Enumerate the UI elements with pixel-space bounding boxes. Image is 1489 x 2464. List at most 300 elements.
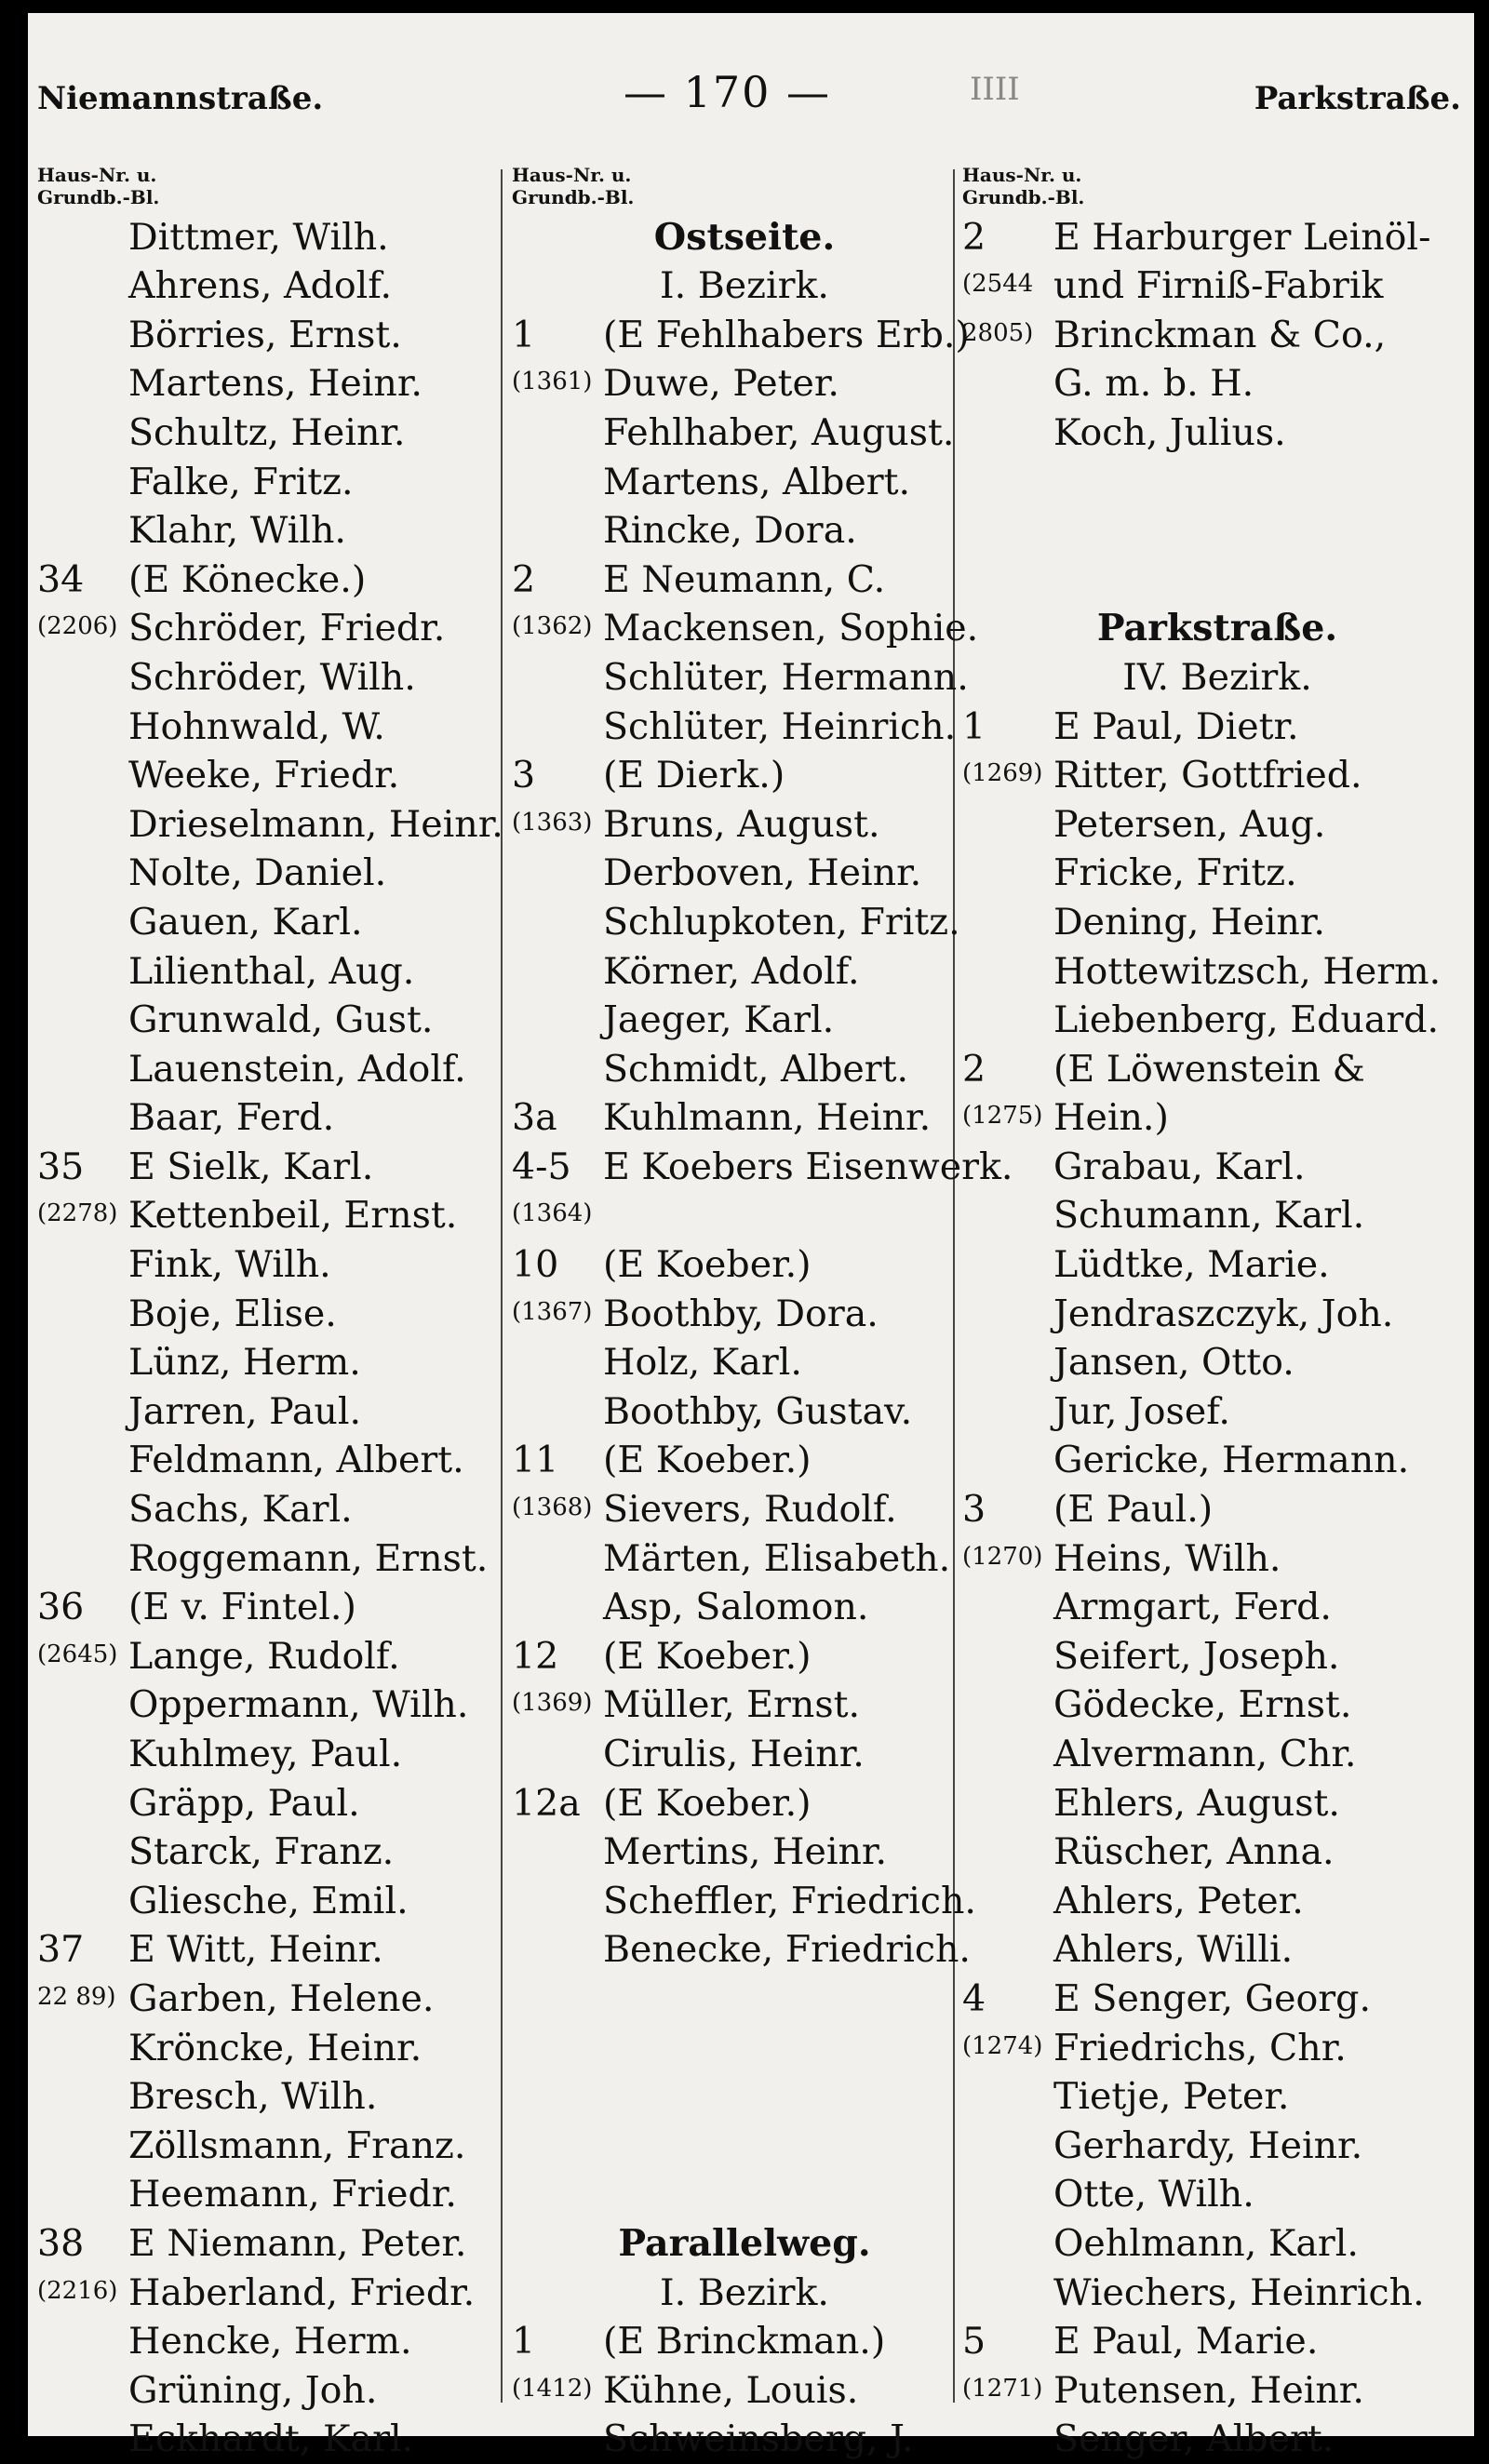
directory-entry [962, 1779, 1472, 1828]
resident-name: Oppermann, Wilh. [128, 1683, 469, 1727]
directory-entry [37, 2024, 521, 2073]
directory-entry [37, 2366, 521, 2416]
column-heading: Haus-Nr. u. Grundb.-Bl. [962, 164, 1085, 208]
directory-entry [512, 1779, 977, 1828]
resident-name: Boothby, Dora. [603, 1292, 879, 1335]
directory-entry [37, 604, 521, 653]
blank-line [512, 2072, 977, 2122]
resident-name: Scheffler, Friedrich. [603, 1879, 976, 1922]
house-number: 35 [37, 1145, 85, 1188]
directory-entry [512, 1681, 977, 1730]
resident-name: Garben, Helene. [128, 1976, 435, 2020]
land-register-number: (1271) [962, 2374, 1043, 2403]
resident-name: Cirulis, Heinr. [603, 1733, 865, 1775]
resident-name: Holz, Karl. [603, 1341, 802, 1385]
resident-name: Zöllsmann, Franz. [128, 2123, 466, 2167]
house-number: 5 [962, 2320, 986, 2364]
resident-name: Roggemann, Ernst. [128, 1536, 489, 1580]
resident-name: Schröder, Friedr. [128, 607, 446, 650]
directory-entry [37, 213, 521, 262]
directory-entry [37, 556, 521, 605]
land-register-number: 22 89) [37, 1982, 116, 2011]
resident-name: Kröncke, Heinr. [128, 2026, 423, 2069]
directory-entry [37, 1240, 521, 1290]
resident-name: (E Löwenstein & [1053, 1047, 1365, 1091]
directory-entry [37, 1730, 521, 1779]
directory-entry [37, 1681, 521, 1730]
resident-name: Dening, Heinr. [1053, 900, 1325, 944]
resident-name: Gräpp, Paul. [128, 1781, 360, 1825]
directory-page [28, 13, 1474, 2461]
directory-entry [962, 2122, 1472, 2171]
directory-entry [37, 1485, 521, 1534]
directory-entry [512, 458, 977, 507]
resident-name: Gliesche, Emil. [128, 1879, 409, 1922]
resident-name: Rincke, Dora. [603, 509, 857, 553]
resident-name: Jaeger, Karl. [603, 998, 835, 1042]
directory-entry [962, 2072, 1472, 2122]
land-register-number: 2805) [962, 318, 1034, 347]
resident-name: (E Koeber.) [603, 1439, 812, 1482]
directory-entry [37, 408, 521, 458]
resident-name: Ahrens, Adolf. [128, 264, 393, 308]
resident-name: (E Brinckman.) [603, 2320, 886, 2364]
resident-name: Jur, Josef. [1053, 1389, 1230, 1433]
directory-entry [512, 1436, 977, 1485]
resident-name: Feldmann, Albert. [128, 1439, 464, 1482]
resident-name: Ritter, Gottfried. [1053, 754, 1362, 797]
resident-name: Grüning, Joh. [128, 2368, 378, 2412]
resident-name: Starck, Franz. [128, 1830, 395, 1874]
directory-entry [37, 2072, 521, 2122]
directory-entry [962, 1828, 1472, 1877]
resident-name: E Witt, Heinr. [128, 1928, 383, 1972]
resident-name: Müller, Ernst. [603, 1683, 861, 1727]
resident-name: Gericke, Hermann. [1053, 1439, 1410, 1482]
column-3 [962, 164, 1472, 2464]
resident-name: Nolte, Daniel. [128, 851, 387, 895]
resident-name: Ahlers, Willi. [1053, 1928, 1294, 1972]
resident-name: Körner, Adolf. [603, 949, 860, 993]
directory-entry [962, 1485, 1472, 1534]
blank-line [962, 506, 1472, 556]
directory-entry [512, 604, 977, 653]
directory-entry [37, 703, 521, 752]
directory-entry [962, 1290, 1472, 1339]
resident-name: Alvermann, Chr. [1053, 1733, 1357, 1775]
resident-name: Kettenbeil, Ernst. [128, 1194, 458, 1238]
resident-name: Boothby, Gustav. [603, 1389, 913, 1433]
house-number: 4-5 [512, 1145, 571, 1188]
resident-name: Grunwald, Gust. [128, 998, 434, 1042]
resident-name: Brinckman & Co., [1053, 313, 1387, 356]
resident-name: Börries, Ernst. [128, 313, 402, 356]
resident-name: (E v. Fintel.) [128, 1586, 356, 1629]
directory-entry [512, 653, 977, 703]
directory-entry [37, 1387, 521, 1437]
resident-name: Asp, Salomon. [603, 1586, 869, 1629]
district-heading: I. Bezirk. [660, 264, 829, 308]
directory-entry [37, 1877, 521, 1926]
directory-entry [962, 1925, 1472, 1975]
house-number: 10 [512, 1243, 559, 1287]
directory-entry [512, 359, 977, 408]
directory-entry [512, 1240, 977, 1290]
directory-entry [37, 751, 521, 800]
directory-entry [512, 1387, 977, 1437]
directory-entry [962, 800, 1472, 850]
district-heading: IV. Bezirk. [1122, 655, 1312, 699]
resident-name: (E Koeber.) [603, 1781, 812, 1825]
directory-entry [962, 1143, 1472, 1192]
directory-entry [962, 408, 1472, 458]
directory-entry [512, 751, 977, 800]
resident-name: Lilienthal, Aug. [128, 949, 415, 993]
resident-name: Putensen, Heinr. [1053, 2368, 1364, 2412]
land-register-number: (1364) [512, 1199, 593, 1228]
resident-name: (E Dierk.) [603, 754, 785, 797]
resident-name: Hencke, Herm. [128, 2320, 412, 2364]
directory-entry [37, 653, 521, 703]
house-number: 1 [512, 313, 536, 356]
directory-entry [962, 703, 1472, 752]
resident-name: Sachs, Karl. [128, 1488, 353, 1532]
resident-name: E Paul, Dietr. [1053, 704, 1299, 748]
directory-entry [37, 1583, 521, 1632]
resident-name: Seifert, Joseph. [1053, 1634, 1340, 1678]
directory-entry [37, 261, 521, 311]
resident-name: Hohnwald, W. [128, 704, 385, 748]
resident-name: Ahlers, Peter. [1053, 1879, 1304, 1922]
directory-entry [962, 261, 1472, 311]
house-number: 11 [512, 1439, 559, 1482]
directory-entry [512, 311, 977, 360]
resident-name: Rüscher, Anna. [1053, 1830, 1335, 1874]
land-register-number: (1363) [512, 808, 593, 837]
directory-entry [512, 1828, 977, 1877]
directory-entry [37, 2317, 521, 2366]
directory-entry [37, 506, 521, 556]
blank-line [962, 458, 1472, 507]
directory-entry [37, 1093, 521, 1143]
section-heading: Parallelweg. [618, 2221, 871, 2265]
directory-entry [37, 1828, 521, 1877]
directory-entry [512, 996, 977, 1045]
directory-entry [37, 947, 521, 997]
directory-entry [512, 1925, 977, 1975]
land-register-number: (1275) [962, 1102, 1043, 1131]
blank-line [962, 556, 1472, 605]
resident-name: Martens, Albert. [603, 460, 911, 503]
resident-name: Otte, Wilh. [1053, 2173, 1254, 2216]
directory-entry [37, 2269, 521, 2318]
directory-entry [512, 2317, 977, 2366]
resident-name: Friedrichs, Chr. [1053, 2026, 1347, 2069]
directory-entry [962, 2415, 1472, 2464]
resident-name: Schlüter, Heinrich. [603, 704, 957, 748]
land-register-number: (1361) [512, 368, 593, 396]
resident-name: Eckhardt, Karl. [128, 2417, 414, 2461]
district-heading: I. Bezirk. [660, 2270, 829, 2314]
resident-name: Tietje, Peter. [1053, 2075, 1290, 2119]
land-register-number: (2206) [37, 612, 118, 641]
house-number: 12 [512, 1634, 559, 1678]
directory-entry [512, 1877, 977, 1926]
house-number: 34 [37, 557, 85, 601]
resident-name: (E Paul.) [1053, 1488, 1214, 1532]
section-heading: Ostseite. [653, 215, 836, 259]
resident-name: E Neumann, C. [603, 557, 886, 601]
page-header [28, 67, 1474, 136]
resident-name: Weeke, Friedr. [128, 754, 400, 797]
resident-name: (E Koeber.) [603, 1634, 812, 1678]
land-register-number: (1269) [962, 759, 1043, 788]
house-number: 1 [512, 2320, 536, 2364]
directory-entry [37, 996, 521, 1045]
house-number: 2 [512, 557, 536, 601]
resident-name: Bresch, Wilh. [128, 2075, 378, 2119]
directory-entry [962, 947, 1472, 997]
street-right-title: Parkstraße. [1254, 80, 1461, 117]
resident-name: Dittmer, Wilh. [128, 215, 389, 259]
page-number: — 170 — [624, 67, 832, 117]
directory-entry [512, 408, 977, 458]
directory-entry [37, 1779, 521, 1828]
resident-name: Falke, Fritz. [128, 460, 354, 503]
directory-entry [37, 849, 521, 898]
resident-name: Duwe, Peter. [603, 362, 839, 406]
directory-entry [962, 1093, 1472, 1143]
directory-entry [512, 849, 977, 898]
directory-entry [37, 1191, 521, 1240]
house-number: 1 [962, 704, 986, 748]
resident-name: Schultz, Heinr. [128, 410, 406, 454]
resident-name: E Koebers Eisenwerk. [603, 1145, 1013, 1188]
directory-entry [962, 2269, 1472, 2318]
blank-line [512, 2170, 977, 2219]
resident-name: Märten, Elisabeth. [603, 1536, 951, 1580]
resident-name: Schlupkoten, Fritz. [603, 900, 960, 944]
land-register-number: (1367) [512, 1297, 593, 1326]
directory-entry [962, 751, 1472, 800]
resident-name: Gerhardy, Heinr. [1053, 2123, 1363, 2167]
house-number: 2 [962, 1047, 986, 1091]
resident-name: Schweinsberg, J. [603, 2417, 914, 2461]
directory-entry [37, 458, 521, 507]
land-register-number: (1270) [962, 1542, 1043, 1571]
land-register-number: (1369) [512, 1689, 593, 1718]
directory-entry [512, 1191, 977, 1240]
resident-name: Drieselmann, Heinr. [128, 802, 503, 846]
directory-entry [962, 996, 1472, 1045]
resident-name: Wiechers, Heinrich. [1053, 2270, 1425, 2314]
resident-name: (E Fehlhabers Erb.) [603, 313, 970, 356]
resident-name: Fricke, Fritz. [1053, 851, 1297, 895]
directory-entry [962, 1730, 1472, 1779]
resident-name: Senger, Albert. [1053, 2417, 1335, 2461]
directory-entry [962, 1877, 1472, 1926]
resident-name: Lünz, Herm. [128, 1341, 361, 1385]
land-register-number: (1412) [512, 2374, 593, 2403]
directory-entry [962, 1240, 1472, 1290]
pencil-mark: IIII [970, 71, 1020, 108]
directory-entry [37, 359, 521, 408]
directory-entry [962, 2366, 1472, 2416]
land-register-number: (1362) [512, 612, 593, 641]
directory-entry [512, 556, 977, 605]
land-register-number: (1274) [962, 2031, 1043, 2060]
directory-entry [962, 1191, 1472, 1240]
column-heading: Haus-Nr. u. Grundb.-Bl. [512, 164, 635, 208]
directory-entry [37, 2219, 521, 2269]
directory-entry [37, 1436, 521, 1485]
blank-line [512, 2122, 977, 2171]
resident-name: Kuhlmann, Heinr. [603, 1096, 932, 1140]
directory-entry [512, 506, 977, 556]
resident-name: Armgart, Ferd. [1053, 1586, 1332, 1629]
blank-line [512, 2024, 977, 2073]
resident-name: Gauen, Karl. [128, 900, 363, 944]
resident-name: Heemann, Friedr. [128, 2173, 457, 2216]
directory-entry [512, 2415, 977, 2464]
resident-name: Schlüter, Hermann. [603, 655, 969, 699]
resident-name: E Paul, Marie. [1053, 2320, 1319, 2364]
resident-name: Lange, Rudolf. [128, 1634, 400, 1678]
directory-entry [962, 1338, 1472, 1387]
directory-entry [512, 1632, 977, 1681]
resident-name: Mackensen, Sophie. [603, 607, 979, 650]
resident-name: Heins, Wilh. [1053, 1536, 1281, 1580]
section-heading: Parkstraße. [1096, 607, 1338, 650]
directory-entry [512, 1485, 977, 1534]
land-register-number: (2278) [37, 1199, 118, 1228]
house-number: 37 [37, 1928, 85, 1972]
resident-name: Gödecke, Ernst. [1053, 1683, 1352, 1727]
directory-entry [37, 1290, 521, 1339]
resident-name: Klahr, Wilh. [128, 509, 346, 553]
directory-entry [962, 898, 1472, 947]
resident-name: Liebenberg, Eduard. [1053, 998, 1440, 1042]
directory-entry [962, 849, 1472, 898]
directory-entry [962, 1436, 1472, 1485]
street-left-title: Niemannstraße. [37, 80, 324, 117]
resident-name: E Niemann, Peter. [128, 2221, 467, 2265]
directory-entry [512, 1730, 977, 1779]
resident-name: (E Koeber.) [603, 1243, 812, 1287]
resident-name: Hottewitzsch, Herm. [1053, 949, 1442, 993]
directory-entry [962, 311, 1472, 360]
directory-entry [962, 1681, 1472, 1730]
directory-entry [512, 703, 977, 752]
directory-entry [962, 2170, 1472, 2219]
land-register-number: (2645) [37, 1640, 118, 1668]
resident-name: Lüdtke, Marie. [1053, 1243, 1330, 1287]
column-heading: Haus-Nr. u. Grundb.-Bl. [37, 164, 160, 208]
resident-name: Jendraszczyk, Joh. [1053, 1292, 1394, 1335]
directory-entry [512, 1534, 977, 1584]
directory-entry [962, 213, 1472, 262]
directory-entry [962, 1045, 1472, 1094]
directory-entry [37, 800, 521, 850]
directory-entry [512, 2366, 977, 2416]
resident-name: Martens, Heinr. [128, 362, 423, 406]
directory-entry [37, 1632, 521, 1681]
directory-entry [37, 2415, 521, 2464]
directory-entry [962, 1534, 1472, 1584]
directory-entry [512, 1290, 977, 1339]
resident-name: Schumann, Karl. [1053, 1194, 1365, 1238]
resident-name: Jansen, Otto. [1053, 1341, 1294, 1385]
house-number: 4 [962, 1976, 986, 2020]
land-register-number: (2216) [37, 2276, 118, 2305]
blank-line [512, 1975, 977, 2024]
resident-name: Haberland, Friedr. [128, 2270, 476, 2314]
directory-entry [962, 1583, 1472, 1632]
resident-name: Jarren, Paul. [128, 1389, 362, 1433]
directory-entry [512, 1143, 1013, 1192]
house-number: 3 [962, 1488, 986, 1532]
directory-entry [962, 2317, 1472, 2366]
house-number: 12a [512, 1781, 581, 1825]
directory-entry [962, 2024, 1472, 2073]
resident-name: Schröder, Wilh. [128, 655, 416, 699]
resident-name: Boje, Elise. [128, 1292, 337, 1335]
directory-entry [37, 2122, 521, 2171]
column-1 [37, 164, 521, 2464]
resident-name: Kühne, Louis. [603, 2368, 859, 2412]
resident-name: E Harburger Leinöl- [1053, 215, 1431, 259]
resident-name: Mertins, Heinr. [603, 1830, 888, 1874]
directory-entry [962, 2219, 1472, 2269]
resident-name: Fink, Wilh. [128, 1243, 331, 1287]
directory-entry [37, 311, 521, 360]
directory-entry [37, 898, 521, 947]
resident-name: Baar, Ferd. [128, 1096, 335, 1140]
directory-entry [512, 1093, 977, 1143]
resident-name: Grabau, Karl. [1053, 1145, 1306, 1188]
land-register-number: (2544 [962, 270, 1034, 299]
land-register-number: (1368) [512, 1493, 593, 1522]
directory-entry [512, 898, 977, 947]
resident-name: Koch, Julius. [1053, 410, 1286, 454]
directory-entry [512, 947, 977, 997]
house-number: 3a [512, 1096, 557, 1140]
resident-name: Kuhlmey, Paul. [128, 1733, 403, 1775]
directory-entry [512, 800, 977, 850]
resident-name: und Firniß-Fabrik [1053, 264, 1384, 308]
resident-name: Fehlhaber, August. [603, 410, 955, 454]
directory-entry [962, 1975, 1472, 2024]
resident-name: Benecke, Friedrich. [603, 1928, 971, 1972]
resident-name: (E Könecke.) [128, 557, 367, 601]
directory-entry [962, 1632, 1472, 1681]
resident-name: Bruns, August. [603, 802, 880, 846]
directory-entry [37, 1143, 521, 1192]
directory-entry [37, 1338, 521, 1387]
resident-name: Derboven, Heinr. [603, 851, 922, 895]
directory-entry [37, 2170, 521, 2219]
resident-name: Lauenstein, Adolf. [128, 1047, 466, 1091]
house-number: 36 [37, 1586, 85, 1629]
directory-entry [37, 1975, 521, 2024]
directory-entry [37, 1925, 521, 1975]
house-number: 38 [37, 2221, 85, 2265]
directory-entry [512, 1338, 977, 1387]
resident-name: E Senger, Georg. [1053, 1976, 1372, 2020]
house-number: 3 [512, 754, 536, 797]
resident-name: G. m. b. H. [1053, 362, 1254, 406]
directory-entry [37, 1534, 521, 1584]
